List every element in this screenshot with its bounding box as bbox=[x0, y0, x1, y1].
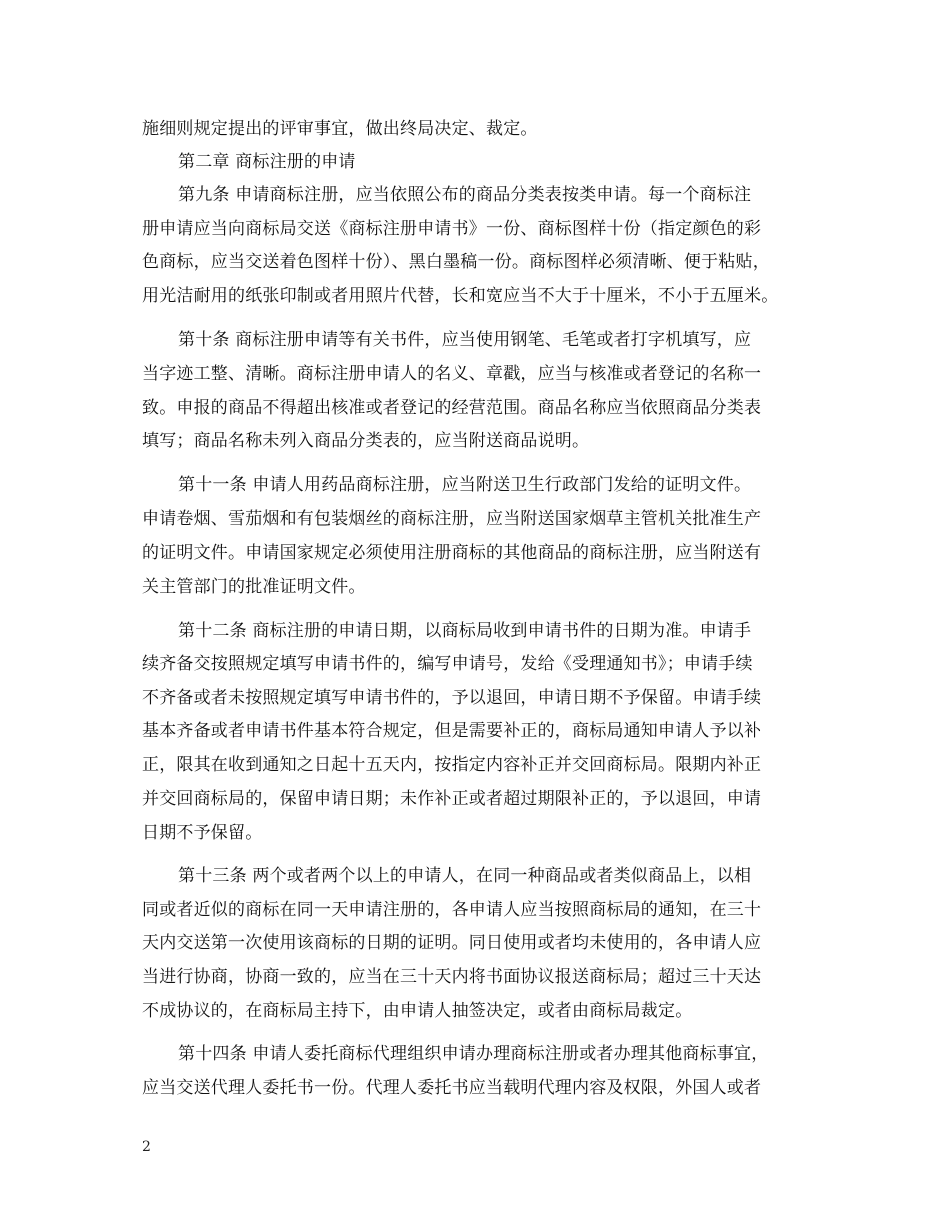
text-line: 基本齐备或者申请书件基本符合规定，但是需要补正的，商标局通知申请人予以补 bbox=[142, 721, 762, 741]
text-line: 关主管部门的批准证明文件。 bbox=[142, 577, 366, 597]
text-line: 第十三条 两个或者两个以上的申请人，在同一种商品或者类似商品上，以相 bbox=[178, 866, 752, 886]
text-line: 正，限其在收到通知之日起十五天内，按指定内容补正并交回商标局。限期内补正 bbox=[142, 755, 762, 775]
text-line: 色商标，应当交送着色图样十份）、黑白墨稿一份。商标图样必须清晰、便于粘贴， bbox=[142, 252, 770, 272]
text-line: 第九条 申请商标注册，应当依照公布的商品分类表按类申请。每一个商标注 bbox=[178, 185, 752, 205]
text-line: 当字迹工整、清晰。商标注册申请人的名义、章戳，应当与核准或者登记的名称一 bbox=[142, 364, 762, 384]
text-line: 第十条 商标注册申请等有关书件，应当使用钢笔、毛笔或者打字机填写，应 bbox=[178, 330, 752, 350]
text-line: 用光洁耐用的纸张印制或者用照片代替，长和宽应当不大于十厘米，不小于五厘米。 bbox=[142, 286, 779, 306]
text-line: 并交回商标局的，保留申请日期；未作补正或者超过期限补正的，予以退回，申请 bbox=[142, 789, 762, 809]
text-line: 天内交送第一次使用该商标的日期的证明。同日使用或者均未使用的，各申请人应 bbox=[142, 933, 762, 953]
text-line: 的证明文件。申请国家规定必须使用注册商标的其他商品的商标注册，应当附送有 bbox=[142, 543, 762, 563]
page-number: 2 bbox=[142, 1139, 151, 1155]
text-line: 同或者近似的商标在同一天申请注册的，各申请人应当按照商标局的通知，在三十 bbox=[142, 900, 762, 920]
text-line: 续齐备交按照规定填写申请书件的，编写申请号，发给《受理通知书》；申请手续 bbox=[142, 654, 753, 674]
text-line: 施细则规定提出的评审事宜，做出终局决定、裁定。 bbox=[142, 119, 538, 139]
text-line: 致。申报的商品不得超出核准或者登记的经营范围。商品名称应当依照商品分类表 bbox=[142, 398, 762, 418]
text-line: 第十一条 申请人用药品商标注册，应当附送卫生行政部门发给的证明文件。 bbox=[178, 475, 752, 495]
text-line: 不齐备或者未按照规定填写申请书件的，予以退回，申请日期不予保留。申请手续 bbox=[142, 688, 762, 708]
text-line: 第十二条 商标注册的申请日期，以商标局收到申请书件的日期为准。申请手 bbox=[178, 621, 752, 641]
text-line: 册申请应当向商标局交送《商标注册申请书》一份、商标图样十份（指定颜色的彩 bbox=[142, 219, 762, 239]
text-line: 申请卷烟、雪茄烟和有包装烟丝的商标注册，应当附送国家烟草主管机关批准生产 bbox=[142, 509, 762, 529]
chapter-heading: 第二章 商标注册的申请 bbox=[178, 152, 356, 172]
text-line: 第十四条 申请人委托商标代理组织申请办理商标注册或者办理其他商标事宜， bbox=[178, 1044, 769, 1064]
text-line: 当进行协商，协商一致的，应当在三十天内将书面协议报送商标局；超过三十天达 bbox=[142, 967, 762, 987]
text-line: 日期不予保留。 bbox=[142, 823, 263, 843]
text-line: 不成协议的，在商标局主持下，由申请人抽签决定，或者由商标局裁定。 bbox=[142, 1001, 693, 1021]
text-line: 应当交送代理人委托书一份。代理人委托书应当载明代理内容及权限，外国人或者 bbox=[142, 1078, 762, 1098]
text-line: 填写；商品名称未列入商品分类表的，应当附送商品说明。 bbox=[142, 431, 590, 451]
